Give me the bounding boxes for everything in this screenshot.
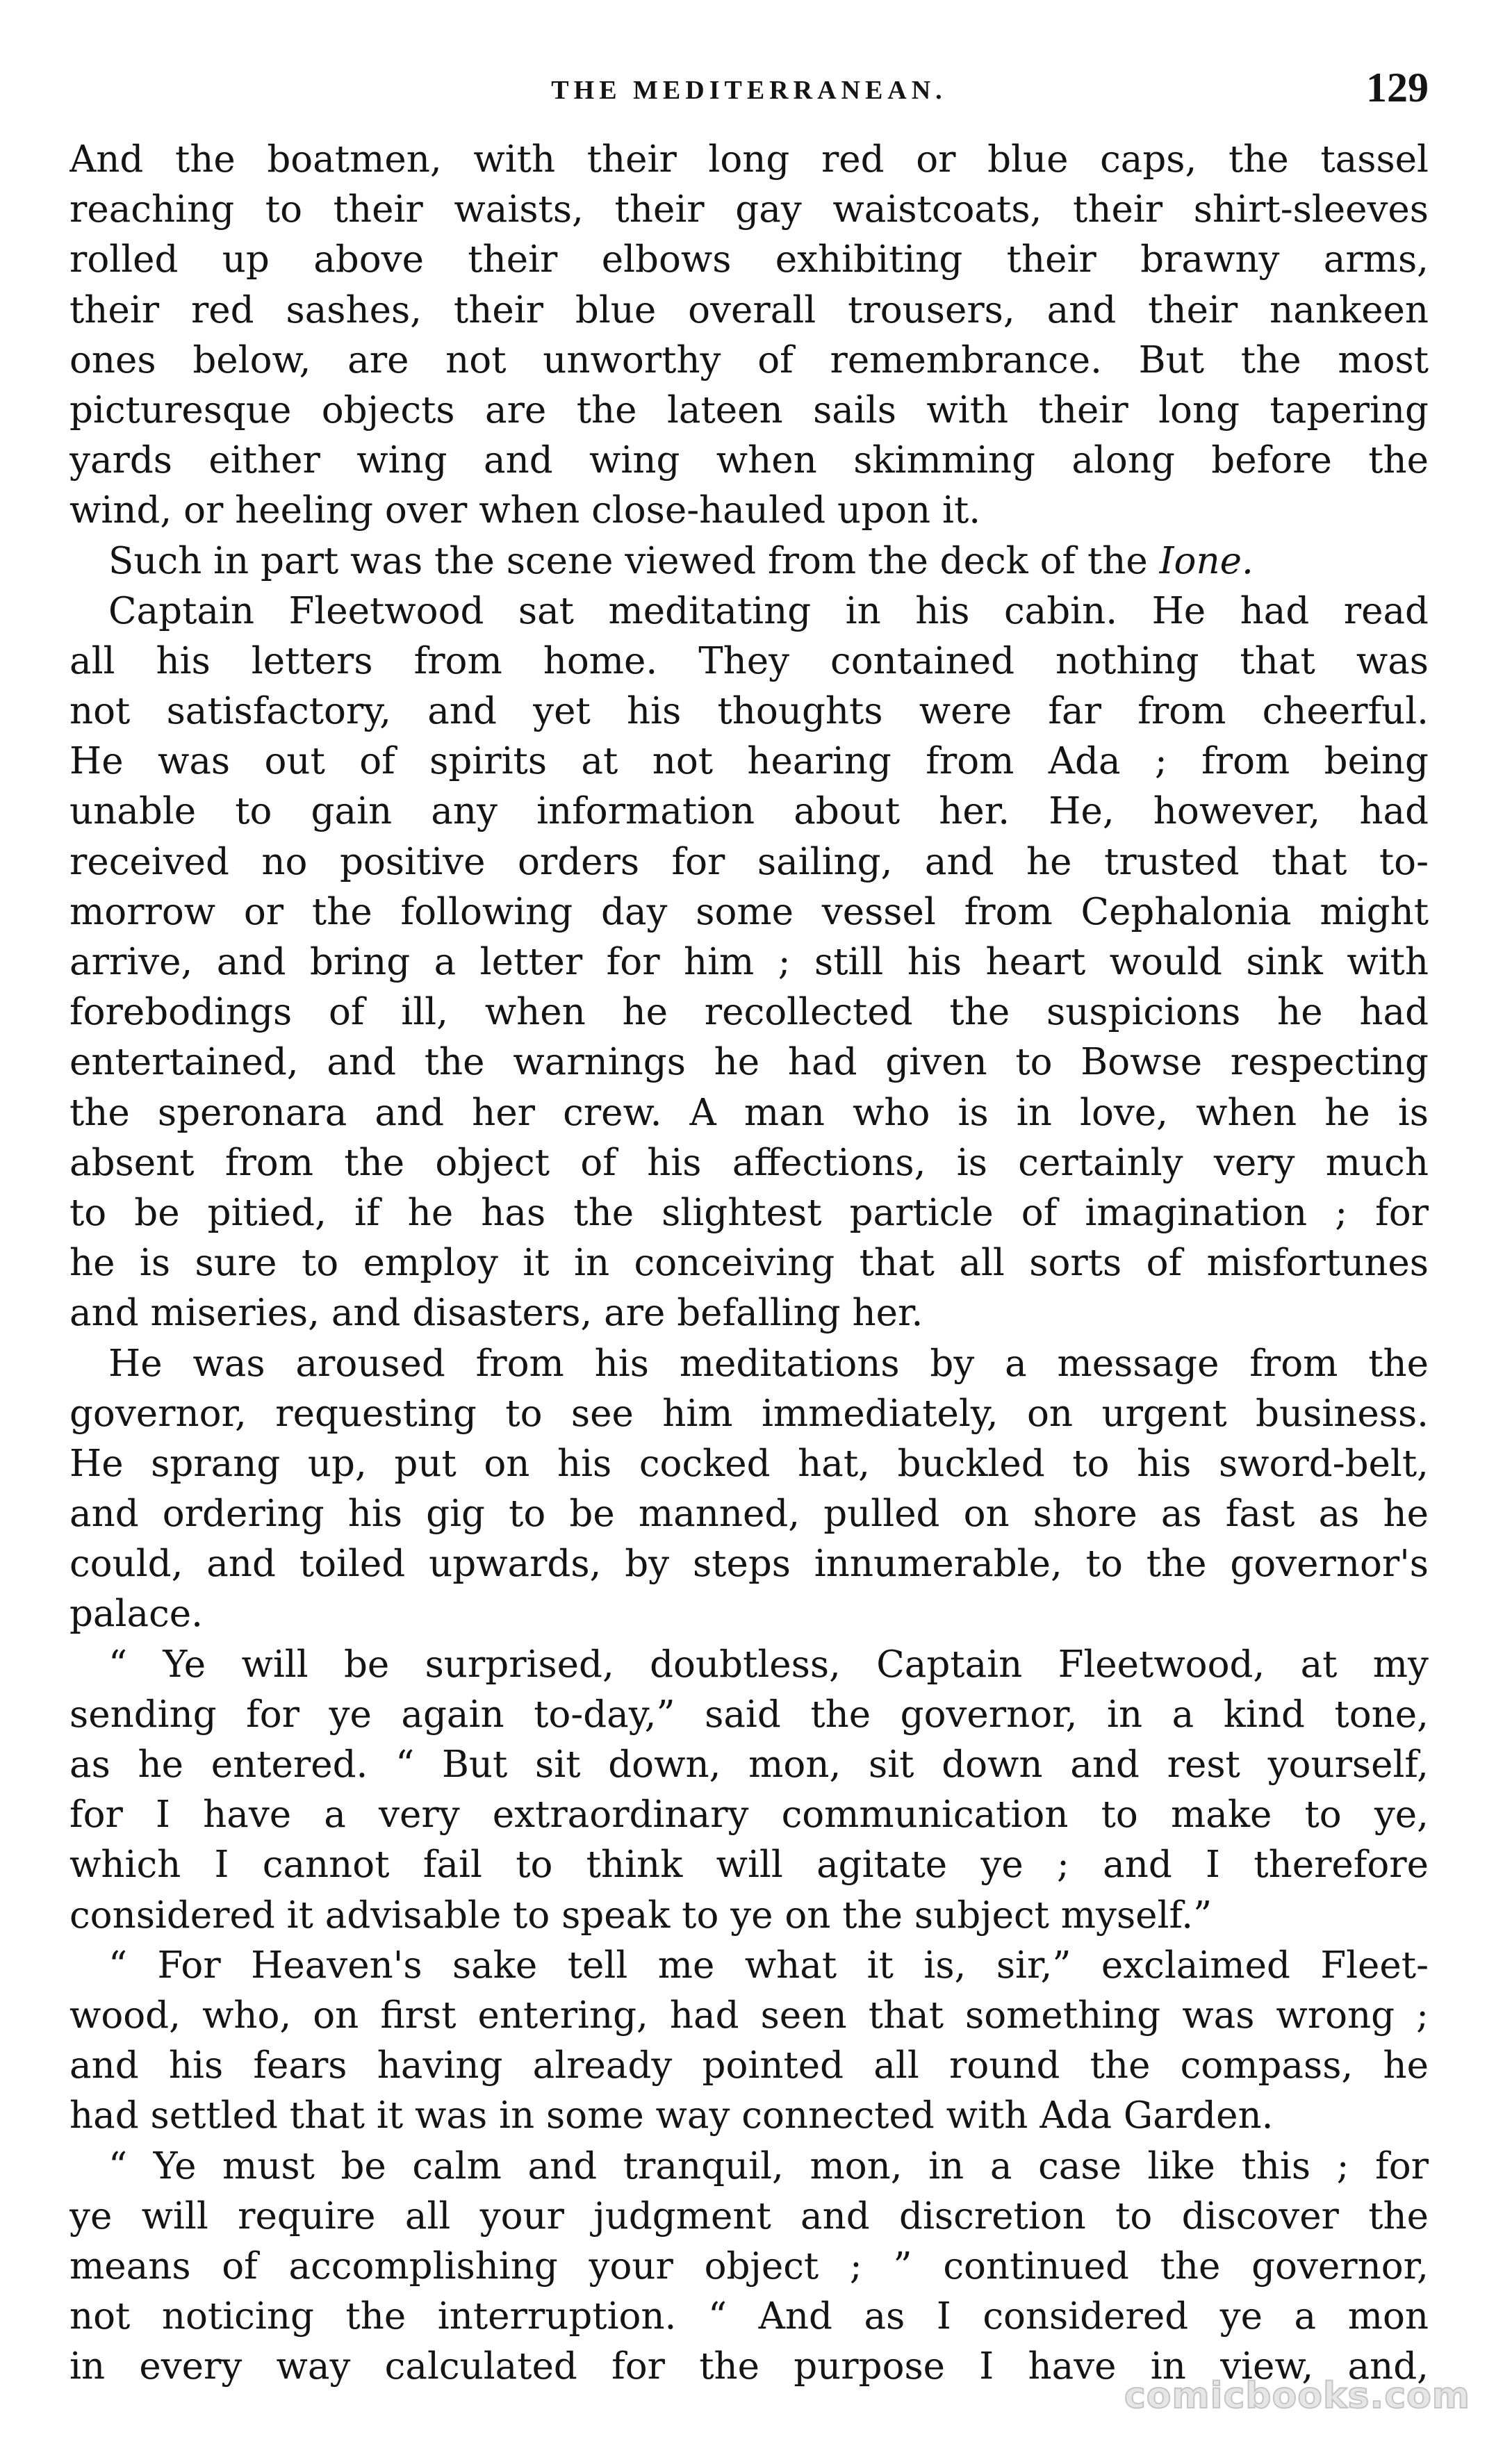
text-line	[69, 286, 1429, 336]
page-number: 129	[1366, 65, 1429, 110]
text-line	[69, 887, 1429, 937]
text-line-content: had settled that it was in some way connected with Ada Garden.	[69, 2094, 1274, 2137]
text-line	[69, 1790, 1429, 1840]
text-line-content: wood, who, on first entering, had seen that something was wrong ;	[69, 1994, 1429, 2037]
text-line	[69, 687, 1429, 737]
text-line	[69, 135, 1429, 185]
text-line	[69, 1439, 1429, 1489]
text-line	[69, 1188, 1429, 1238]
text-line	[69, 987, 1429, 1037]
text-line-content: sending for ye again to-day,” said the governor, in a kind tone,	[69, 1693, 1429, 1736]
text-line-content: and miseries, and disasters, are befalling her.	[69, 1292, 923, 1335]
text-line	[69, 1288, 1429, 1338]
text-line-content: and his fears having already pointed all round the compass, he	[69, 2044, 1429, 2087]
text-line-content: ones below, are not unworthy of remembrance. But the most	[69, 338, 1429, 381]
text-line-content: arrive, and bring a letter for him ; still his heart would sink with	[69, 941, 1429, 983]
text-line	[69, 2142, 1429, 2192]
text-line-content: entertained, and the warnings he had given to Bowse respecting	[69, 1041, 1429, 1084]
text-line	[69, 1740, 1429, 1790]
text-line	[69, 1489, 1429, 1539]
text-line	[69, 336, 1429, 386]
text-line-content: “ For Heaven's sake tell me what it is, sir,” exclaimed Fleet-	[108, 1944, 1429, 1987]
text-line-content: to be pitied, if he has the slightest particle of imagination ; for	[69, 1191, 1429, 1234]
text-line-content: and ordering his gig to be manned, pulled on shore as fast as he	[69, 1493, 1429, 1536]
text-line	[69, 837, 1429, 887]
text-line	[69, 1238, 1429, 1288]
text-line-content: Such in part was the scene viewed from the deck of the	[108, 539, 1160, 582]
ship-name-italic: Ione.	[1159, 539, 1254, 582]
watermark: comicbooks.com	[1124, 2375, 1470, 2417]
text-line-content: in every way calculated for the purpose I have in view, and,	[69, 2345, 1429, 2388]
running-head: THE MEDITERRANEAN.	[551, 76, 947, 105]
text-line	[69, 2242, 1429, 2292]
text-line-content: And the boatmen, with their long red or blue caps, the tassel	[69, 138, 1429, 181]
text-line-content: considered it advisable to speak to ye on the subject myself.”	[69, 1894, 1213, 1937]
text-line-content: not satisfactory, and yet his thoughts were far from cheerful.	[69, 690, 1429, 733]
text-line	[69, 436, 1429, 486]
body-text	[69, 135, 1429, 2392]
text-line	[69, 1941, 1429, 1991]
text-line-content: means of accomplishing your object ; ” continued the governor,	[69, 2244, 1429, 2288]
text-line-content: as he entered. “ But sit down, mon, sit down and rest yourself,	[69, 1743, 1429, 1786]
text-line-content: yards either wing and wing when skimming along before the	[69, 439, 1429, 482]
text-line	[69, 2192, 1429, 2242]
text-line-content: he is sure to employ it in conceiving that all sorts of misfortunes	[69, 1242, 1429, 1285]
text-line	[69, 486, 1429, 536]
text-line-content: Captain Fleetwood sat meditating in his cabin. He had read	[108, 589, 1429, 632]
text-line	[69, 937, 1429, 987]
text-line	[69, 787, 1429, 837]
text-line-content: palace.	[69, 1593, 203, 1636]
text-line-content: wind, or heeling over when close-hauled upon it.	[69, 489, 981, 532]
text-line-content: ye will require all your judgment and discretion to discover the	[69, 2194, 1429, 2238]
text-line	[69, 1088, 1429, 1138]
text-line	[69, 586, 1429, 637]
text-line-content: all his letters from home. They contained nothing that was	[69, 639, 1429, 682]
text-line	[69, 1037, 1429, 1087]
text-line-content: which I cannot fail to think will agitate ye ; and I therefore	[69, 1844, 1429, 1887]
text-line-content: “ Ye will be surprised, doubtless, Captain Fleetwood, at my	[108, 1643, 1429, 1686]
text-line-content: He was out of spirits at not hearing from Ada ; from being	[69, 740, 1429, 783]
text-line	[69, 536, 1429, 586]
text-line	[69, 2091, 1429, 2141]
text-line-content: He was aroused from his meditations by a message from the	[108, 1342, 1429, 1385]
text-line-content: forebodings of ill, when he recollected the suspicions he had	[69, 991, 1429, 1034]
text-line	[69, 2292, 1429, 2342]
text-line	[69, 1690, 1429, 1740]
text-line	[69, 185, 1429, 235]
text-line-content: unable to gain any information about her. He, however, had	[69, 790, 1429, 833]
text-line	[69, 1891, 1429, 1941]
text-line-content: the speronara and her crew. A man who is in love, when he is	[69, 1091, 1429, 1134]
text-line	[69, 637, 1429, 687]
text-line-content: governor, requesting to see him immediately, on urgent business.	[69, 1392, 1429, 1435]
page-header	[69, 64, 1429, 120]
text-line-content: picturesque objects are the lateen sails with their long tapering	[69, 388, 1429, 432]
text-line	[69, 737, 1429, 787]
text-line-content: absent from the object of his affections, is certainly very much	[69, 1141, 1429, 1184]
text-line	[69, 2041, 1429, 2091]
text-line	[69, 1640, 1429, 1690]
text-line	[69, 1389, 1429, 1439]
text-line-content: could, and toiled upwards, by steps innumerable, to the governor's	[69, 1543, 1429, 1586]
text-line-content: not noticing the interruption. “ And as I considered ye a mon	[69, 2295, 1429, 2338]
text-line	[69, 1991, 1429, 2041]
text-line	[69, 1339, 1429, 1389]
text-line-content: for I have a very extraordinary communication to make to ye,	[69, 1794, 1429, 1837]
text-line-content: received no positive orders for sailing, and he trusted that to-	[69, 840, 1429, 883]
text-line-content: “ Ye must be calm and tranquil, mon, in a case like this ; for	[108, 2144, 1429, 2188]
text-line	[69, 1840, 1429, 1890]
text-line	[69, 1589, 1429, 1639]
text-line	[69, 1138, 1429, 1188]
text-line-content: their red sashes, their blue overall trousers, and their nankeen	[69, 288, 1429, 331]
text-line	[69, 235, 1429, 285]
text-line	[69, 386, 1429, 436]
text-line-content: He sprang up, put on his cocked hat, buckled to his sword-belt,	[69, 1442, 1429, 1485]
text-line-content: morrow or the following day some vessel from Cephalonia might	[69, 890, 1429, 933]
text-line-content: reaching to their waists, their gay waistcoats, their shirt-sleeves	[69, 188, 1429, 231]
text-line-content: rolled up above their elbows exhibiting their brawny arms,	[69, 238, 1429, 281]
text-line	[69, 1539, 1429, 1589]
